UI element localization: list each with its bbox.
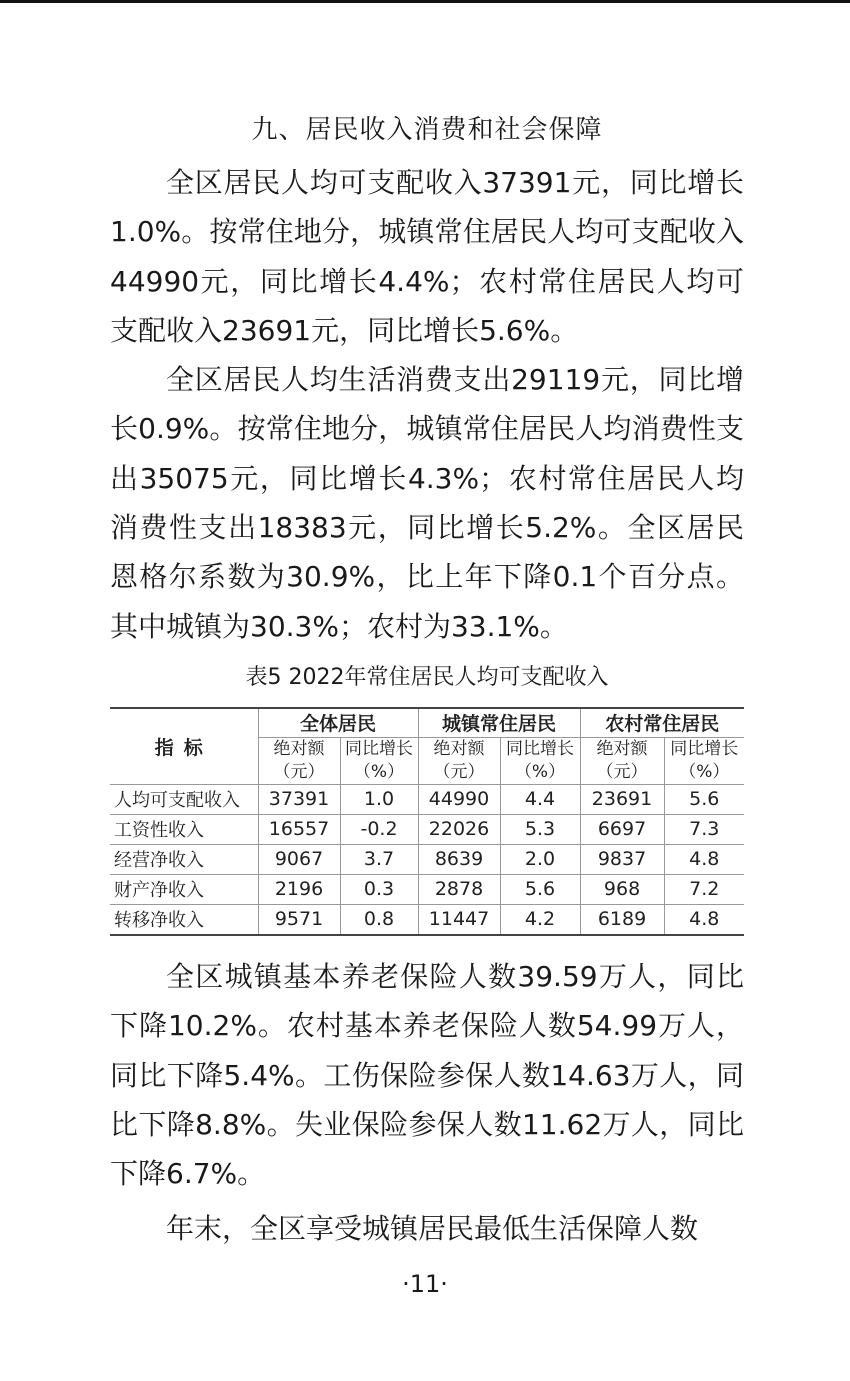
top-rule: [0, 0, 850, 3]
table-cell: 0.8: [340, 904, 418, 934]
table-cell: 1.0: [340, 784, 418, 814]
table-row: [110, 904, 744, 934]
table-cell: 16557: [258, 814, 340, 844]
page-number: ·11·: [402, 1270, 448, 1298]
sub-header-abs: 绝对额 （元）: [418, 737, 500, 784]
sub-header-yoy: 同比增长 （%）: [664, 737, 744, 784]
paragraph-minimum-living: 年末，全区享受城镇居民最低生活保障人数: [166, 1212, 699, 1246]
table-cell: 7.2: [664, 874, 744, 904]
table-cell: 11447: [418, 904, 500, 934]
sub-header-yoy: 同比增长 （%）: [500, 737, 580, 784]
section-title: 九、居民收入消费和社会保障: [251, 115, 603, 145]
table-cell: 4.8: [664, 844, 744, 874]
group-header-urban: 城镇常住居民: [418, 709, 580, 738]
table-cell: 37391: [258, 784, 340, 814]
table-cell: 3.7: [340, 844, 418, 874]
table-cell: -0.2: [340, 814, 418, 844]
table-cell: 9837: [580, 844, 664, 874]
table-cell: 0.3: [340, 874, 418, 904]
table-cell: 5.3: [500, 814, 580, 844]
row-label: 财产净收入: [110, 874, 258, 904]
income-table: [110, 709, 744, 934]
table-cell: 4.4: [500, 784, 580, 814]
table-cell: 4.8: [664, 904, 744, 934]
table-row: [110, 784, 744, 814]
row-label: 经营净收入: [110, 844, 258, 874]
table-cell: 23691: [580, 784, 664, 814]
table-row: [110, 844, 744, 874]
table-cell: 2878: [418, 874, 500, 904]
row-label: 人均可支配收入: [110, 784, 258, 814]
table-cell: 2196: [258, 874, 340, 904]
page-content: [110, 110, 744, 1254]
table-cell: 22026: [418, 814, 500, 844]
paragraph-income: 全区居民人均可支配收入37391元，同比增长1.0%。按常住地分，城镇常住居民人均可支配收入44990元，同比增长4.4%；农村常住居民人均可支配收入23691元，同比增长5.6%。: [110, 166, 744, 347]
row-label: 工资性收入: [110, 814, 258, 844]
table-cell: 5.6: [500, 874, 580, 904]
sub-header-abs: 绝对额 （元）: [580, 737, 664, 784]
table-cell: 7.3: [664, 814, 744, 844]
row-label: 转移净收入: [110, 904, 258, 934]
paragraph-consumption: 全区居民人均生活消费支出29119元，同比增长0.9%。按常住地分，城镇常住居民人均消费性支出35075元，同比增长4.3%；农村常住居民人均消费性支出18383元，同比增长5.2%。全区居民恩格尔系数为30.9%，比上年下降0.1个百分点。其中城镇为30.3%；农村为33.1%。: [110, 363, 744, 643]
table-cell: 5.6: [664, 784, 744, 814]
table-cell: 8639: [418, 844, 500, 874]
table-cell: 9067: [258, 844, 340, 874]
sub-header-yoy: 同比增长 （%）: [340, 737, 418, 784]
table-cell: 9571: [258, 904, 340, 934]
table-row: [110, 814, 744, 844]
paragraph-social-insurance: 全区城镇基本养老保险人数39.59万人，同比下降10.2%。农村基本养老保险人数54.99万人，同比下降5.4%。工伤保险参保人数14.63万人，同比下降8.8%。失业保险参保人数11.62万人，同比下降6.7%。: [110, 959, 744, 1191]
table-cell: 2.0: [500, 844, 580, 874]
table-caption: 表5 2022年常住居民人均可支配收入: [245, 664, 609, 690]
income-table-wrap: [110, 707, 744, 936]
table-cell: 4.2: [500, 904, 580, 934]
index-header: 指标: [110, 709, 258, 785]
table-cell: 6189: [580, 904, 664, 934]
table-row: [110, 874, 744, 904]
table-cell: 44990: [418, 784, 500, 814]
table-cell: 6697: [580, 814, 664, 844]
group-header-all: 全体居民: [258, 709, 418, 738]
group-header-rural: 农村常住居民: [580, 709, 744, 738]
table-cell: 968: [580, 874, 664, 904]
sub-header-abs: 绝对额 （元）: [258, 737, 340, 784]
